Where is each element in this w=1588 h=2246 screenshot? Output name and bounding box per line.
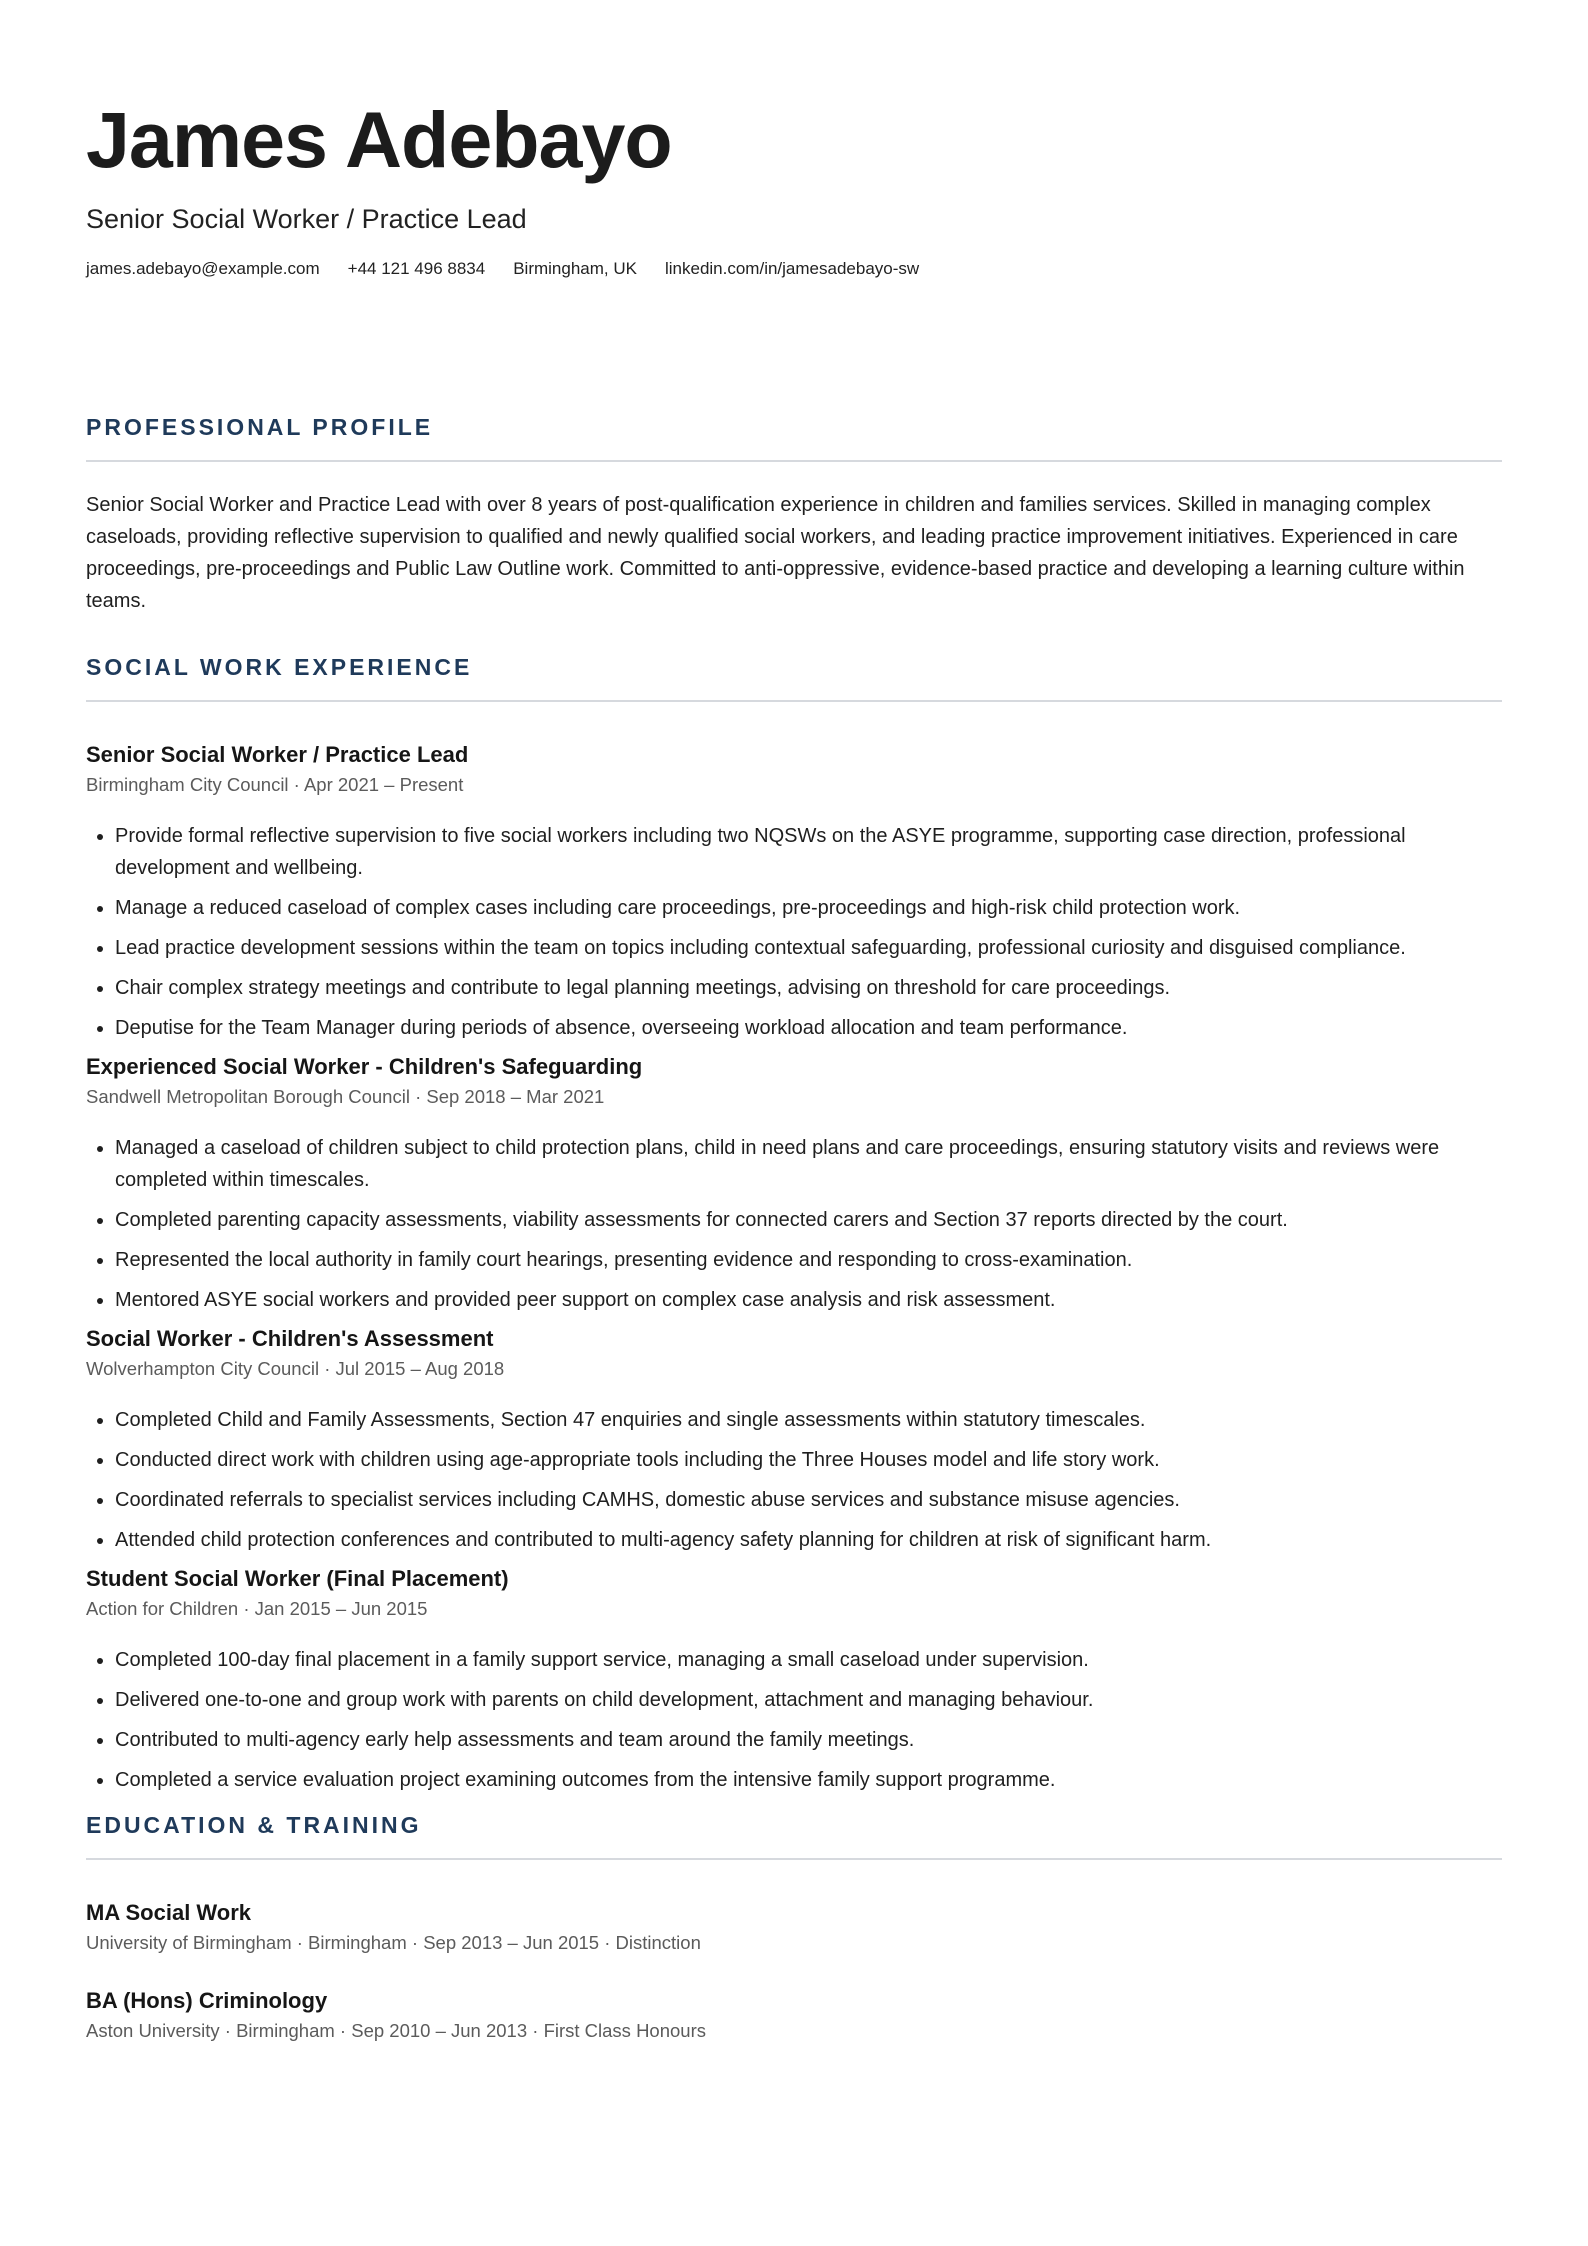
degree-name: BA (Hons) Criminology (86, 1988, 328, 2013)
job-bullet: • Attended child protection conferences and contributed to multi-agency safety planning for children at risk of significant harm. (115, 1524, 1502, 1556)
job-bullets (86, 1132, 1502, 1316)
job-bullet: • Completed Child and Family Assessments, Section 47 enquiries and single assessments within statutory timescales. (115, 1404, 1502, 1436)
section-title-education: EDUCATION & TRAINING (86, 1812, 422, 1838)
job-title: Experienced Social Worker - Children's Safeguarding (86, 1054, 643, 1079)
profile-summary: Senior Social Worker and Practice Lead with over 8 years of post-qualification experience in children and families services. Skilled in managing complex caseloads, providing reflective supervision to qualified and newly qualified social workers, and leading practice improvement initiatives. Experienced in care proceedings, pre-proceedings and Public Law Outline work. Committed to anti-oppressive, evidence-based practice and developing a learning culture within teams. (86, 494, 1465, 612)
job-bullets (86, 1644, 1502, 1796)
contact-linkedin[interactable]: linkedin.com/in/jamesadebayo-sw (664, 259, 920, 278)
job-entry (86, 1052, 1502, 1316)
job-bullet: • Completed 100-day final placement in a family support service, managing a small caseload under supervision. (115, 1644, 1502, 1676)
profile-section (86, 412, 1502, 617)
section-divider (86, 460, 1502, 462)
resume-header (86, 96, 1502, 280)
job-bullet: • Completed a service evaluation project examining outcomes from the intensive family support programme. (115, 1764, 1502, 1796)
job-bullet: • Deputise for the Team Manager during periods of absence, overseeing workload allocation and team performance. (115, 1012, 1502, 1044)
job-bullet: • Managed a caseload of children subject to child protection plans, child in need plans and care proceedings, ensuring statutory visits and reviews were completed within timescales. (115, 1132, 1502, 1196)
job-bullet: • Conducted direct work with children using age-appropriate tools including the Three Houses model and life story work. (115, 1444, 1502, 1476)
job-title: Senior Social Worker / Practice Lead (86, 742, 469, 767)
contact-bar (86, 258, 1502, 280)
section-divider (86, 1858, 1502, 1860)
job-bullet: • Delivered one-to-one and group work with parents on child development, attachment and managing behaviour. (115, 1684, 1502, 1716)
job-bullet: • Chair complex strategy meetings and contribute to legal planning meetings, advising on threshold for care proceedings. (115, 972, 1502, 1004)
experience-section (86, 652, 1502, 1796)
job-bullet: • Coordinated referrals to specialist services including CAMHS, domestic abuse services and substance misuse agencies. (115, 1484, 1502, 1516)
job-title: Social Worker - Children's Assessment (86, 1326, 494, 1351)
job-bullet: • Lead practice development sessions within the team on topics including contextual safeguarding, professional curiosity and disguised compliance. (115, 932, 1502, 964)
contact-phone[interactable]: +44 121 496 8834 (347, 259, 486, 278)
job-bullets (86, 820, 1502, 1044)
job-bullet: • Manage a reduced caseload of complex cases including care proceedings, pre-proceedings and high-risk child protection work. (115, 892, 1502, 924)
section-divider (86, 700, 1502, 702)
job-entry (86, 740, 1502, 1044)
job-bullet: • Provide formal reflective supervision to five social workers including two NQSWs on the ASYE programme, supporting case direction, professional development and wellbeing. (115, 820, 1502, 884)
job-bullet: • Represented the local authority in family court hearings, presenting evidence and responding to cross-examination. (115, 1244, 1502, 1276)
contact-email[interactable]: james.adebayo@example.com (86, 259, 320, 278)
job-meta: Birmingham City Council · Apr 2021 – Present (86, 774, 464, 795)
job-meta: Sandwell Metropolitan Borough Council · Sep 2018 – Mar 2021 (86, 1086, 605, 1107)
job-entry (86, 1324, 1502, 1556)
degree-meta: Aston University · Birmingham · Sep 2010 – Jun 2013 · First Class Honours (86, 2020, 707, 2041)
candidate-headline: Senior Social Worker / Practice Lead (86, 204, 527, 234)
candidate-name: James Adebayo (86, 95, 672, 184)
section-title-experience: SOCIAL WORK EXPERIENCE (86, 654, 473, 680)
job-bullet: • Completed parenting capacity assessments, viability assessments for connected carers and Section 37 reports directed by the court. (115, 1204, 1502, 1236)
education-section (86, 1810, 1502, 2044)
education-entry (86, 1898, 1502, 1956)
job-entry (86, 1564, 1502, 1796)
job-meta: Action for Children · Jan 2015 – Jun 2015 (86, 1598, 428, 1619)
degree-meta: University of Birmingham · Birmingham · Sep 2013 – Jun 2015 · Distinction (86, 1932, 701, 1953)
job-title: Student Social Worker (Final Placement) (86, 1566, 509, 1591)
contact-location: Birmingham, UK (513, 259, 637, 278)
education-entry (86, 1986, 1502, 2044)
job-bullet: • Contributed to multi-agency early help assessments and team around the family meetings. (115, 1724, 1502, 1756)
section-title-profile: PROFESSIONAL PROFILE (86, 414, 434, 440)
job-bullet: • Mentored ASYE social workers and provided peer support on complex case analysis and risk assessment. (115, 1284, 1502, 1316)
job-meta: Wolverhampton City Council · Jul 2015 – Aug 2018 (86, 1358, 505, 1379)
job-bullets (86, 1404, 1502, 1556)
degree-name: MA Social Work (86, 1900, 252, 1925)
